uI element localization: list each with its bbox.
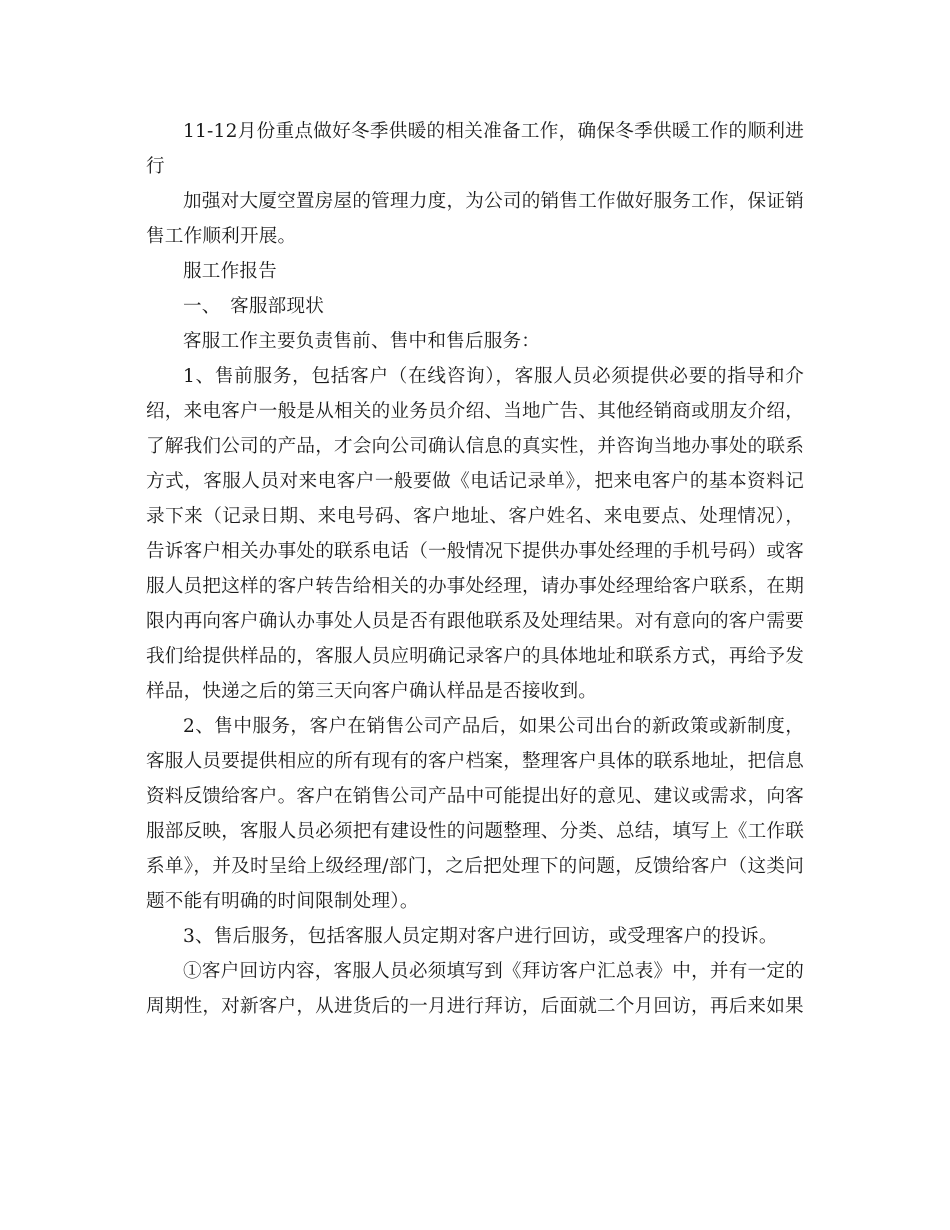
paragraph-heating-prep: 11-12月份重点做好冬季供暖的相关准备工作，确保冬季供暖工作的顺利进行 [146,121,804,177]
section-title-report: 服工作报告 [183,261,277,282]
paragraph-in-sale-service: 2、售中服务，客户在销售公司产品后，如果公司出台的新政策或新制度，客服人员要提供相应的所有现有的客户档案，整理客户具体的联系地址，把信息资料反馈给客户。客户在销售公司产品中可能提出好的意见、建议或需求，向客服部反映，客服人员必须把有建设性的问题整理、分类、总结，填写上《工作联系单》，并及时呈给上级经理/部门，之后把处理下的问题，反馈给客户（这类问题不能有明确的时间限制处理）。 [146,716,804,912]
paragraph-pre-sale-service: 1、售前服务，包括客户（在线咨询），客服人员必须提供必要的指导和介绍，来电客户一般是从相关的业务员介绍、当地广告、其他经销商或朋友介绍，了解我们公司的产品，才会向公司确认信息的真实性，并咨询当地办事处的联系方式，客服人员对来电客户一般要做《电话记录单》，把来电客户的基本资料记录下来（记录日期、来电号码、客户地址、客户姓名、来电要点、处理情况），告诉客户相关办事处的联系电话（一般情况下提供办事处经理的手机号码）或客服人员把这样的客户转告给相关的办事处经理，请办事处经理给客户联系，在期限内再向客户确认办事处人员是否有跟他联系及处理结果。对有意向的客户需要我们给提供样品的，客服人员应明确记录客户的具体地址和联系方式，再给予发样品，快递之后的第三天向客户确认样品是否接收到。 [146,366,804,702]
paragraph-service-scope: 客服工作主要负责售前、售中和售后服务： [183,331,541,352]
document-body [146,114,804,1024]
section-heading-status: 一、 客服部现状 [183,296,325,317]
paragraph-customer-visit: ①客户回访内容，客服人员必须填写到《拜访客户汇总表》中，并有一定的周期性，对新客户，从进货后的一月进行拜访，后面就二个月回访，再后来如果 [146,961,804,1017]
paragraph-after-sale-service: 3、售后服务，包括客服人员定期对客户进行回访，或受理客户的投诉。 [183,926,778,947]
paragraph-vacant-housing: 加强对大厦空置房屋的管理力度，为公司的销售工作做好服务工作，保证销售工作顺利开展。 [146,191,804,247]
